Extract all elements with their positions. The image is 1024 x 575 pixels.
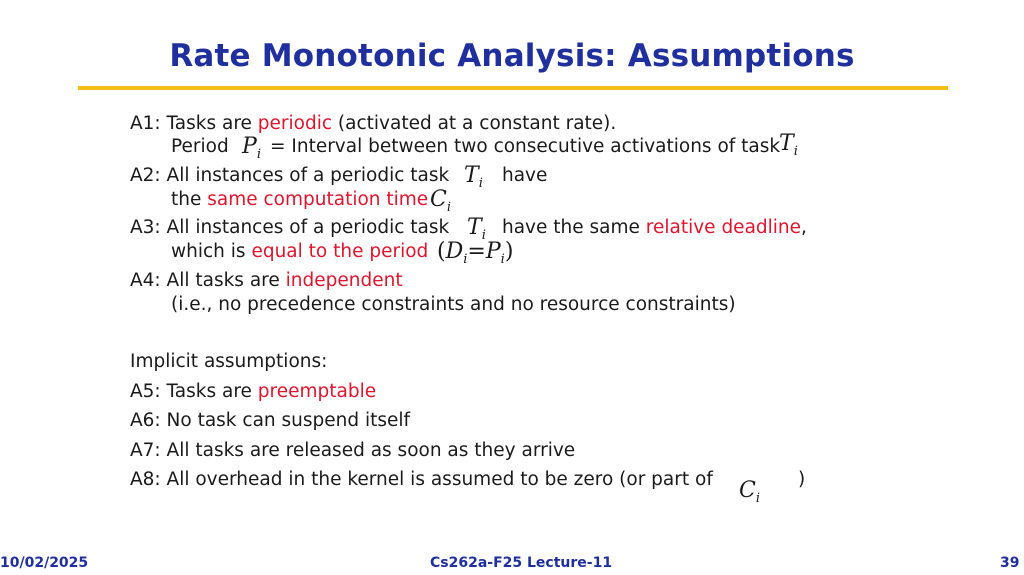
assumption-a3-rest (502, 217, 807, 238)
assumption-a8-close: ) (798, 469, 806, 490)
a3-comma: , (801, 217, 807, 238)
math-symbol-t: T (779, 131, 794, 156)
a1-suffix: (activated at a constant rate). (332, 113, 617, 134)
assumption-a1-period-text: = Interval between two consecutive activations of task (270, 136, 781, 157)
title-underline (78, 86, 948, 90)
a5-prefix: A5: Tasks are (130, 381, 258, 402)
a4-prefix: A4: All tasks are (130, 270, 286, 291)
a5-highlight: preemptable (257, 381, 377, 402)
a1-prefix: A1: Tasks are (130, 113, 258, 134)
assumption-a2: A2: All instances of a periodic task (130, 165, 450, 186)
math-equals: = (467, 239, 486, 264)
math-symbol-d: D (445, 239, 464, 264)
math-c-i-a2 (430, 187, 451, 215)
math-symbol-p: P (485, 239, 501, 264)
a3b-prefix: which is (171, 241, 252, 262)
math-subscript-i: i (755, 491, 761, 506)
math-t-i-a1 (779, 131, 798, 159)
math-p-i (242, 134, 261, 162)
math-d-equals-p (437, 239, 513, 267)
footer-date: 10/02/2025 (0, 555, 89, 571)
assumption-a5 (130, 381, 376, 402)
assumption-a2-have: have (502, 165, 548, 186)
assumption-a4-line2: (i.e., no precedence constraints and no resource constraints) (171, 294, 736, 315)
assumption-a1 (130, 113, 616, 134)
assumption-a2-line2 (171, 189, 428, 210)
math-subscript-i: i (481, 228, 486, 243)
a2b-highlight: same computation time (207, 189, 429, 210)
math-subscript-i: i (793, 144, 798, 159)
a2b-prefix: the (171, 189, 208, 210)
assumption-a3-line2 (171, 241, 428, 262)
math-close-paren: ) (504, 239, 514, 264)
math-open-paren: ( (437, 239, 446, 264)
assumption-a4 (130, 270, 403, 291)
math-subscript-i: i (446, 200, 452, 215)
a4-highlight: independent (285, 270, 403, 291)
a3b-highlight: equal to the period (251, 241, 429, 262)
math-symbol-c: C (430, 187, 447, 212)
a1-highlight: periodic (257, 113, 333, 134)
math-t-i-a2 (464, 163, 483, 191)
assumption-a6: A6: No task can suspend itself (130, 410, 411, 431)
implicit-heading: Implicit assumptions: (130, 351, 328, 372)
footer-course: Cs262a-F25 Lecture-11 (430, 555, 613, 571)
assumption-a3: A3: All instances of a periodic task (130, 217, 450, 238)
math-subscript-i: i (463, 252, 468, 267)
math-subscript-i: i (500, 252, 505, 267)
assumption-a7: A7: All tasks are released as soon as they arrive (130, 440, 576, 461)
a3-highlight: relative deadline (645, 217, 802, 238)
assumption-a1-period-label: Period (171, 136, 229, 157)
math-symbol-p: P (242, 134, 257, 159)
math-subscript-i: i (478, 176, 483, 191)
math-symbol-c: C (739, 478, 756, 503)
math-subscript-i: i (256, 147, 261, 162)
math-symbol-t: T (464, 163, 479, 188)
assumption-a8: A8: All overhead in the kernel is assumed to be zero (or part of (130, 469, 713, 490)
math-symbol-t: T (467, 215, 482, 240)
math-c-i-a8 (739, 478, 760, 506)
a3-have: have the same (502, 217, 646, 238)
slide-title: Rate Monotonic Analysis: Assumptions (169, 38, 855, 74)
footer-page-number: 39 (1000, 555, 1020, 571)
